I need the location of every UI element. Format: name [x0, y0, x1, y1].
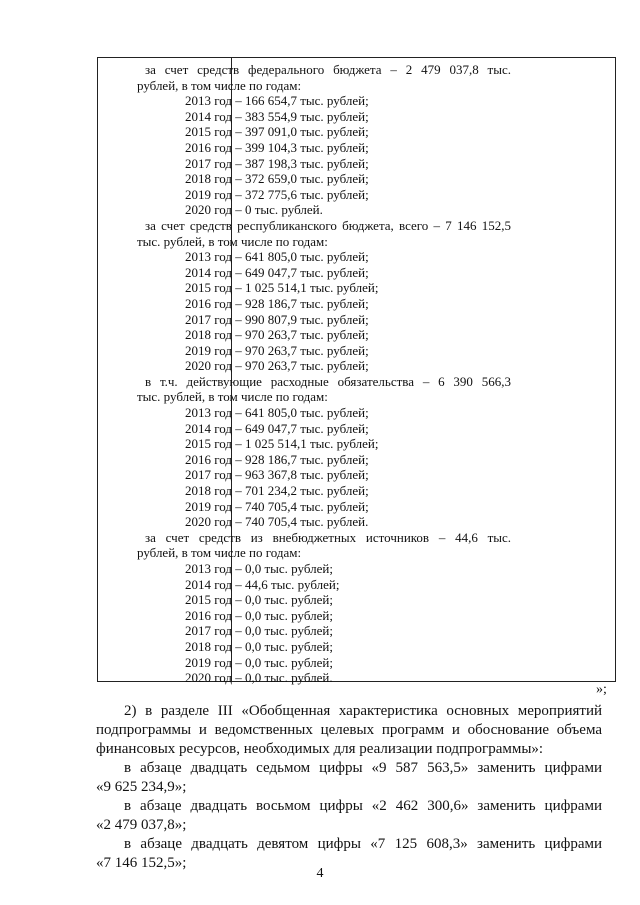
- federal-year-line: 2015 год – 397 091,0 тыс. рублей;: [185, 124, 369, 140]
- extrabudgetary-year-line: 2015 год – 0,0 тыс. рублей;: [185, 592, 333, 608]
- item-2-line: подпрограммы и ведомственных целевых программ и обоснование объема: [96, 722, 602, 738]
- republican-year-line: 2017 год – 990 807,9 тыс. рублей;: [185, 311, 369, 327]
- federal-budget-lead: за счет средств федерального бюджета – 2 479 037,8 тыс.: [145, 62, 511, 77]
- extrabudgetary-year-line: 2018 год – 0,0 тыс. рублей;: [185, 638, 333, 654]
- obligations-cont: тыс. рублей, в том числе по годам:: [137, 389, 328, 405]
- extrabudgetary-year-line: 2020 год – 0,0 тыс. рублей.: [185, 670, 333, 686]
- paragraph-27-line: в абзаце двадцать седьмом цифры «9 587 563,5» заменить цифрами: [124, 760, 602, 776]
- closing-quote-mark: »;: [596, 682, 607, 697]
- paragraph-27-line: «9 625 234,9»;: [96, 779, 187, 795]
- federal-budget-cont: рублей, в том числе по годам:: [137, 77, 302, 93]
- funding-cell: [137, 62, 511, 686]
- paragraph-29-line: «7 146 152,5»;: [96, 855, 187, 871]
- item-2-line: финансовых ресурсов, необходимых для реализации подпрограммы»:: [96, 741, 544, 757]
- page-number: 4: [316, 866, 324, 881]
- federal-year-line: 2019 год – 372 775,6 тыс. рублей;: [185, 186, 369, 202]
- federal-year-line: 2017 год – 387 198,3 тыс. рублей;: [185, 155, 369, 171]
- extrabudgetary-year-line: 2016 год – 0,0 тыс. рублей;: [185, 607, 333, 623]
- obligations-year-line: 2020 год – 740 705,4 тыс. рублей.: [185, 514, 369, 530]
- federal-year-line: 2013 год – 166 654,7 тыс. рублей;: [185, 93, 369, 109]
- republican-year-line: 2015 год – 1 025 514,1 тыс. рублей;: [185, 280, 379, 296]
- paragraph-28-line: в абзаце двадцать восьмом цифры «2 462 300,6» заменить цифрами: [124, 798, 602, 814]
- obligations-year-line: 2017 год – 963 367,8 тыс. рублей;: [185, 467, 369, 483]
- obligations-year-line: 2019 год – 740 705,4 тыс. рублей;: [185, 498, 369, 514]
- federal-year-line: 2020 год – 0 тыс. рублей.: [185, 202, 323, 218]
- republican-year-line: 2018 год – 970 263,7 тыс. рублей;: [185, 327, 369, 343]
- republican-budget-cont: тыс. рублей, в том числе по годам:: [137, 233, 328, 249]
- amendment-text: [96, 702, 602, 873]
- obligations-year-line: 2015 год – 1 025 514,1 тыс. рублей;: [185, 436, 379, 452]
- federal-year-line: 2018 год – 372 659,0 тыс. рублей;: [185, 171, 369, 187]
- obligations-year-line: 2018 год – 701 234,2 тыс. рублей;: [185, 483, 369, 499]
- republican-year-line: 2013 год – 641 805,0 тыс. рублей;: [185, 249, 369, 265]
- extrabudgetary-cont: рублей, в том числе по годам:: [137, 545, 302, 561]
- obligations-lead: в т.ч. действующие расходные обязательства – 6 390 566,3: [145, 373, 511, 389]
- republican-year-line: 2019 год – 970 263,7 тыс. рублей;: [185, 342, 369, 358]
- extrabudgetary-year-line: 2017 год – 0,0 тыс. рублей;: [185, 623, 333, 639]
- republican-year-line: 2016 год – 928 186,7 тыс. рублей;: [185, 295, 369, 311]
- republican-year-line: 2014 год – 649 047,7 тыс. рублей;: [185, 264, 369, 280]
- obligations-year-line: 2016 год – 928 186,7 тыс. рублей;: [185, 451, 369, 467]
- extrabudgetary-lead: за счет средств из внебюджетных источников – 44,6 тыс.: [145, 529, 511, 545]
- republican-year-line: 2020 год – 970 263,7 тыс. рублей;: [185, 358, 369, 374]
- federal-year-line: 2016 год – 399 104,3 тыс. рублей;: [185, 139, 369, 155]
- federal-year-line: 2014 год – 383 554,9 тыс. рублей;: [185, 108, 369, 124]
- extrabudgetary-year-line: 2019 год – 0,0 тыс. рублей;: [185, 654, 333, 670]
- extrabudgetary-year-line: 2014 год – 44,6 тыс. рублей;: [185, 576, 340, 592]
- paragraph-28-line: «2 479 037,8»;: [96, 817, 187, 833]
- paragraph-29-line: в абзаце двадцать девятом цифры «7 125 608,3» заменить цифрами: [124, 836, 602, 852]
- obligations-year-line: 2013 год – 641 805,0 тыс. рублей;: [185, 405, 369, 421]
- extrabudgetary-year-line: 2013 год – 0,0 тыс. рублей;: [185, 561, 333, 576]
- item-2-line: 2) в разделе III «Обобщенная характеристика основных мероприятий: [124, 703, 602, 719]
- republican-budget-lead: за счет средств республиканского бюджета, всего – 7 146 152,5: [145, 217, 511, 233]
- obligations-year-line: 2014 год – 649 047,7 тыс. рублей;: [185, 420, 369, 436]
